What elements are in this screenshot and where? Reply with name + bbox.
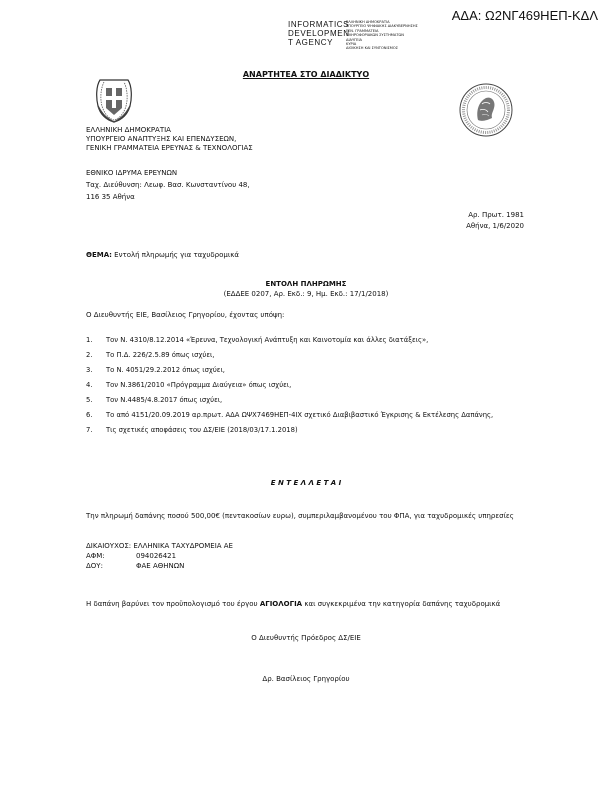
institution-seal-icon [458,82,514,138]
list-item [86,393,526,408]
subject-text: Εντολή πληρωμής για ταχυδρομικά [111,251,239,259]
order-title: ΕΝΤΟΛΗ ΠΛΗΡΩΜΗΣ [265,280,347,288]
afm-label: ΑΦΜ: [86,552,105,560]
protocol-block [466,210,524,232]
beneficiary-row [86,541,306,551]
sender-line: ΥΠΟΥΡΓΕΙΟ ΑΝΑΠΤΥΞΗΣ ΚΑΙ ΕΠΕΝΔΥΣΕΩΝ, [86,135,237,143]
header-title: ΑΝΑΡΤΗΤΕΑ ΣΤΟ ΔΙΑΔΙΚΤΥΟ [242,70,370,79]
ada-code: ΑΔΑ: Ω2ΝΓ469ΗΕΠ-ΚΔΛ [451,8,598,23]
order-subtitle: (ΕΔΔΕΕ 0207, Αρ. Εκδ.: 9, Ημ. Εκδ.: 17/1/2018) [223,290,389,298]
list-item-text: Το από 4151/20.09.2019 αρ.πρωτ. ΑΔΑ ΩΨΧ7469ΗΕΠ-4ΙΧ σχετικό Διαβιβαστικό Έγκρισης & Εκτέλεσης Δαπάνης, [106,411,494,419]
doy-row [86,561,306,571]
list-item-text: Το Π.Δ. 226/2.5.89 όπως ισχύει, [106,351,215,359]
list-item-number: 7. [86,426,93,434]
sender-block [86,126,253,153]
protocol-number: Αρ. Πρωτ. 1981 [468,211,524,219]
agency-name-line: INFORMATICS [288,20,350,29]
list-item [86,423,526,438]
beneficiary-block [86,541,306,571]
institution-block [86,167,250,203]
agency-name-line: T AGENCY [288,38,334,47]
protocol-date: Αθήνα, 1/6/2020 [466,222,524,230]
budget-text-post: και συγκεκριμένα την κατηγορία δαπάνης ταχυδρομικά [302,600,501,608]
agency-name-line: DEVELOPMEN [288,29,350,38]
sender-line: ΕΛΛΗΝΙΚΗ ΔΗΜΟΚΡΑΤΙΑ [86,126,171,134]
list-item-number: 5. [86,396,93,404]
afm-value: 094026421 [136,552,177,560]
subject-label: ΘΕΜΑ: [86,251,112,259]
budget-text-pre: Η δαπάνη βαρύνει τον προϋπολογισμό του έργου [86,600,260,608]
list-item [86,408,526,423]
list-item-text: Τον Ν.4485/4.8.2017 όπως ισχύει, [106,396,223,404]
list-item-number: 3. [86,366,93,374]
considerations-list [86,333,526,438]
agency-small-line: ΕΛΛΗΝΙΚΗ ΔΗΜΟΚΡΑΤΙΑ [346,20,390,24]
decree-heading: Ε Ν Τ Ε Λ Λ Ε Τ Α Ι [270,479,342,487]
list-item-number: 6. [86,411,93,419]
list-item [86,348,526,363]
list-item-number: 1. [86,336,93,344]
list-item [86,333,526,348]
agency-logo-small-text [346,20,418,51]
agency-small-line: ΥΠΟΥΡΓΕΙΟ ΨΗΦΙΑΚΗΣ ΔΙΑΚΥΒΕΡΝΗΣΗΣ [346,24,418,29]
list-item [86,363,526,378]
agency-small-line: ΓΕΝ. ΓΡΑΜΜΑΤΕΙΑ [346,28,379,33]
agency-small-line: ΚΥΡΙΑ [346,42,357,47]
subject-line [86,251,239,260]
institution-line: ΕΘΝΙΚΟ ΙΔΡΥΜΑ ΕΡΕΥΝΩΝ [86,169,178,177]
list-item-text: Τον Ν.3861/2010 «Πρόγραμμα Διαύγεια» όπως ισχύει, [106,381,292,389]
signature-title: Ο Διευθυντής Πρόεδρος ΔΣ/ΕΙΕ [251,634,361,642]
afm-row [86,551,306,561]
list-item-number: 4. [86,381,93,389]
payment-text: Την πληρωμή δαπάνης ποσού 500,00€ (πεντακοσίων ευρω), συμπεριλαμβανομένου του ΦΠΑ, για ταχυδρομικές υπηρεσίες [86,512,514,520]
agency-small-line: ΔΙΑΥΓΕΙΑ [346,37,362,42]
beneficiary-value: ΕΛΛΗΝΙΚΑ ΤΑΧΥΔΡΟΜΕΙΑ ΑΕ [133,542,233,550]
budget-project: ΑΓΙΟΛΟΓΙΑ [259,600,303,608]
agency-small-line: ΠΛΗΡΟΦΟΡΙΑΚΩΝ ΣΥΣΤΗΜΑΤΩΝ [346,33,404,38]
list-item [86,378,526,393]
beneficiary-label: ΔΙΚΑΙΟΥΧΟΣ: [86,542,132,550]
signature-name: Δρ. Βασίλειος Γρηγορίου [262,675,350,683]
doy-label: ΔΟΥ: [86,562,103,570]
list-item-text: Τον Ν. 4310/8.12.2014 «Έρευνα, Τεχνολογική Ανάπτυξη και Καινοτομία και άλλες διατάξεις», [106,336,429,344]
institution-line: Ταχ. Διεύθυνση: Λεωφ. Βασ. Κωνσταντίνου 48, [86,181,250,189]
list-item-number: 2. [86,351,93,359]
greek-emblem-icon [94,76,134,124]
agency-small-line: ΔΙΟΙΚΗΣΗ ΚΑΙ ΣΥΝΤΟΝΙΣΜΟΣ [346,46,398,51]
agency-logo-name [288,20,350,47]
institution-line: 116 35 Αθήνα [86,193,135,201]
intro-text: Ο Διευθυντής ΕΙΕ, Βασίλειος Γρηγορίου, έχοντας υπόψη: [86,311,285,319]
list-item-text: Τις σχετικές αποφάσεις του ΔΣ/ΕΙΕ (2018/03/17.1.2018) [106,426,298,434]
list-item-text: Το Ν. 4051/29.2.2012 όπως ισχύει, [106,366,225,374]
budget-text [86,599,526,609]
sender-line: ΓΕΝΙΚΗ ΓΡΑΜΜΑΤΕΙΑ ΕΡΕΥΝΑΣ & ΤΕΧΝΟΛΟΓΙΑΣ [86,144,253,152]
doy-value: ΦΑΕ ΑΘΗΝΩΝ [136,562,185,570]
